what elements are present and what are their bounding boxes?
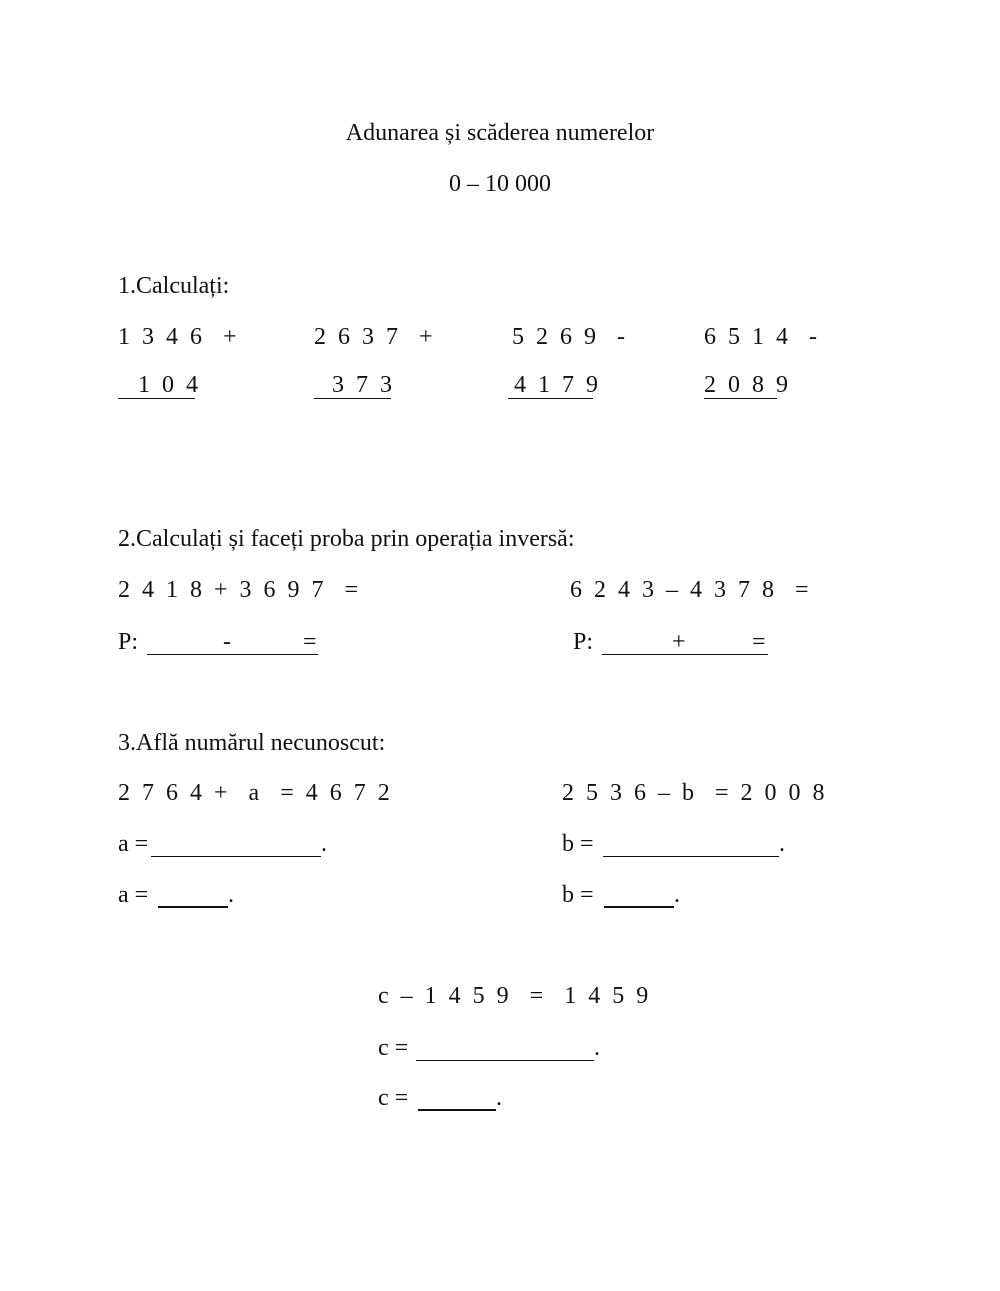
problem-2-bottom: 3 7 3 bbox=[332, 372, 395, 398]
right-check-equals: = bbox=[752, 629, 766, 655]
exercise-1-heading: 1.Calculați: bbox=[118, 273, 230, 299]
equation-c: c – 1 4 5 9 = 1 4 5 9 bbox=[378, 983, 652, 1009]
a-answer-line-1[interactable] bbox=[151, 830, 321, 857]
right-check-answer-line[interactable] bbox=[602, 628, 768, 655]
left-check-operator: - bbox=[223, 629, 231, 655]
right-check-label: P: bbox=[573, 629, 594, 655]
c-answer-line-2[interactable] bbox=[418, 1083, 496, 1111]
exercise-2-right-expression: 6 2 4 3 – 4 3 7 8 = bbox=[570, 577, 812, 603]
exercise-2-heading: 2.Calculați și faceți proba prin operația inversă: bbox=[118, 526, 575, 552]
left-check-answer-line[interactable] bbox=[147, 628, 318, 655]
problem-3-top: 5 2 6 9 - bbox=[512, 324, 628, 350]
left-check-label: P: bbox=[118, 629, 139, 655]
exercise-2-left-expression: 2 4 1 8 + 3 6 9 7 = bbox=[118, 577, 362, 603]
right-check-operator: + bbox=[672, 629, 686, 655]
c-label-2: c = bbox=[378, 1085, 409, 1111]
problem-4-bottom: 2 0 8 9 bbox=[704, 372, 791, 398]
a-label-1: a = bbox=[118, 831, 149, 857]
problem-1-bottom-line bbox=[118, 372, 201, 399]
equation-a: 2 7 6 4 + a = 4 6 7 2 bbox=[118, 780, 393, 806]
left-check-equals: = bbox=[303, 629, 317, 655]
c-dot-1: . bbox=[594, 1035, 600, 1061]
b-label-1: b = bbox=[562, 831, 594, 857]
problem-3-bottom: 4 1 7 9 bbox=[514, 372, 601, 398]
problem-2-bottom-line bbox=[314, 372, 395, 399]
b-dot-2: . bbox=[674, 882, 680, 908]
a-dot-1: . bbox=[321, 831, 327, 857]
page-title: Adunarea și scăderea numerelor bbox=[345, 120, 655, 146]
problem-2-top: 2 6 3 7 + bbox=[314, 324, 436, 350]
a-dot-2: . bbox=[228, 882, 234, 908]
page-subtitle: 0 – 10 000 bbox=[449, 171, 551, 197]
a-answer-line-2[interactable] bbox=[158, 880, 228, 908]
problem-1-bottom: 1 0 4 bbox=[138, 372, 201, 398]
equation-b: 2 5 3 6 – b = 2 0 0 8 bbox=[562, 780, 828, 806]
problem-4-top: 6 5 1 4 - bbox=[704, 324, 820, 350]
problem-1-top: 1 3 4 6 + bbox=[118, 324, 240, 350]
c-answer-line-1[interactable] bbox=[416, 1034, 594, 1061]
b-answer-line-1[interactable] bbox=[603, 830, 779, 857]
c-label-1: c = bbox=[378, 1035, 409, 1061]
a-label-2: a = bbox=[118, 882, 149, 908]
b-label-2: b = bbox=[562, 882, 594, 908]
exercise-3-heading: 3.Află numărul necunoscut: bbox=[118, 730, 386, 756]
problem-4-bottom-line bbox=[704, 372, 791, 399]
b-answer-line-2[interactable] bbox=[604, 880, 674, 908]
c-dot-2: . bbox=[496, 1085, 502, 1111]
b-dot-1: . bbox=[779, 831, 785, 857]
problem-3-bottom-line bbox=[508, 372, 601, 399]
